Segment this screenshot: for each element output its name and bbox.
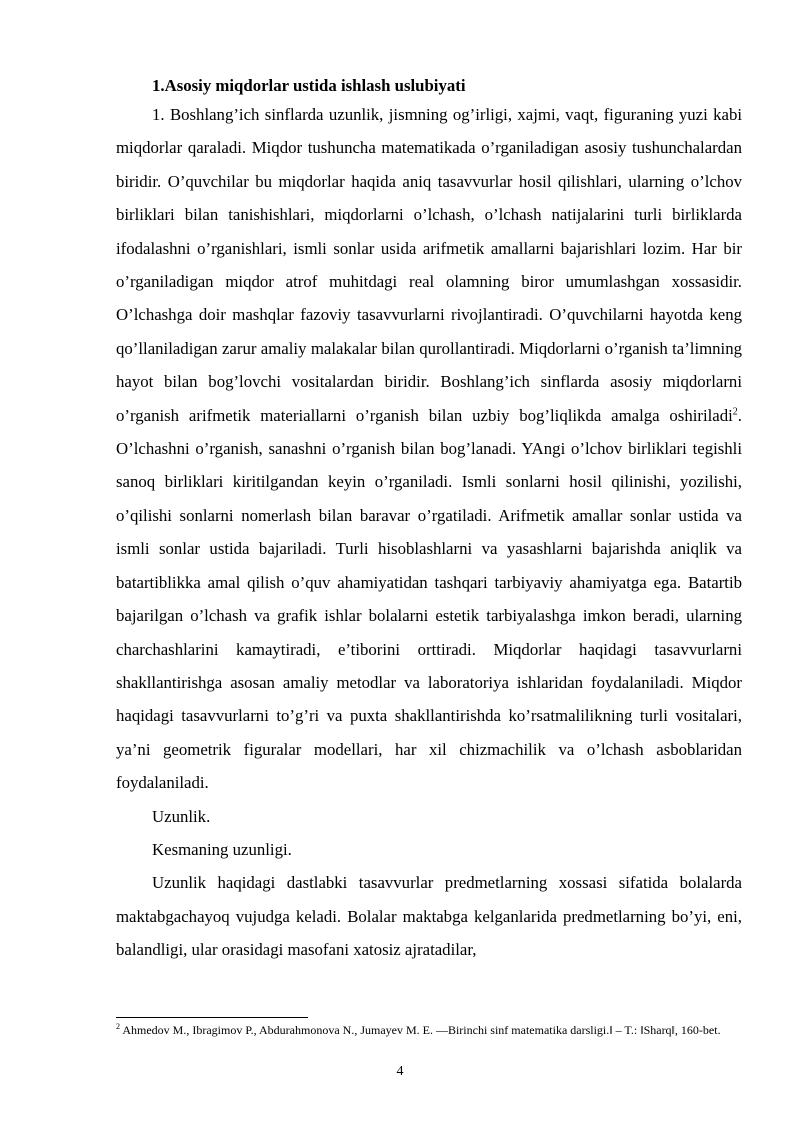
footnote-text: Ahmedov M., Ibragimov P., Abdurahmonova N., Jumayev M. E. —Birinchi sinf matematika darsligi.‖ – T.: ‖Sharq‖, 160-bet. [120, 1023, 721, 1037]
footnote-reference[interactable]: 2 [732, 406, 738, 418]
footnote [116, 1021, 736, 1040]
footnote-divider [116, 1017, 308, 1018]
page-number: 4 [396, 1064, 404, 1079]
paragraph-1-text-b: . O’lchashni o’rganish, sanashni o’rganish bilan bog’lanadi. YAngi o’lchov birliklari tegishli sanoq birliklari kiritilgandan keyin o’rganiladi. Ismli sonlarni hosil qilinishi, yozilishi, o’qilishi sonlarni nomerlash bilan baravar o’rgatiladi. Arifmetik amallar sonlar ustida va ismli sonlar ustida bajariladi. Turli hisoblashlarni va yasashlarni bajarishda aniqlik va batartiblikka amal qilish o’quv ahamiyatidan tashqari tarbiyaviy ahamiyatga ega. Batartib bajarilgan o’lchash va grafik ishlar bolalarni estetik tarbiyalashga imkon beradi, ularning charchashlarini kamaytiradi, e’tiborini orttiradi. Miqdorlar haqidagi tasavvurlarni shakllantirishga asosan amaliy metodlar va laboratoriya ishlaridan foydalaniladi. Miqdor haqidagi tasavvurlarni to’g’ri va puxta shakllantirishda ko’rsatmalilikning turli vositalari, ya’ni geometrik figuralar modellari, har xil chizmachilik va o’lchash asboblaridan foydalaniladi. [116, 405, 742, 793]
section-heading: 1.Asosiy miqdorlar ustida ishlash uslubiyati [152, 76, 466, 95]
footnote-marker: 2 [116, 1022, 120, 1031]
paragraph-2: Uzunlik haqidagi dastlabki tasavvurlar predmetlarning xossasi sifatida bolalarda maktabgachayoq vujudga keladi. Bolalar maktabga kelganlarida predmetlarning bo’yi, eni, balandligi, ular orasidagi masofani xatosiz ajratadilar, [116, 873, 742, 960]
document-body [116, 74, 742, 967]
subheading-segment-length: Kesmaning uzunligi. [152, 839, 292, 859]
paragraph-1 [116, 98, 742, 800]
paragraph-1-text-a: 1. Boshlang’ich sinflarda uzunlik, jismning og’irligi, xajmi, vaqt, figuraning yuzi kabi miqdorlar qaraladi. Miqdor tushuncha matematikada o’rganiladigan asosiy tushunchalardan biridir. O’quvchilar bu miqdorlar haqida aniq tasavvurlar hosil qilishlari, ularning o’lchov birliklari bilan tanishishlari, miqdorlarni o’lchash, o’lchash natijalarini turli birliklarda ifodalashni o’rganishlari, ismli sonlar usida arifmetik amallarni bajarishlari lozim. Har bir o’rganiladigan miqdor atrof muhitdagi real olamning biror umumlashgan xossasidir. O’lchashga doir mashqlar fazoviy tasavvurlarni rivojlantiradi. O’quvchilarni hayotda keng qo’llaniladigan zarur amaliy malakalar bilan qurollantiradi. Miqdorlarni o’rganish ta’limning hayot bilan bog’lovchi vositalardan biridir. Boshlang’ich sinflarda asosiy miqdorlarni o’rganish arifmetik materiallarni o’rganish bilan uzbiy bog’liqlikda amalga oshiriladi [116, 105, 742, 425]
subheading-length: Uzunlik. [152, 806, 211, 826]
